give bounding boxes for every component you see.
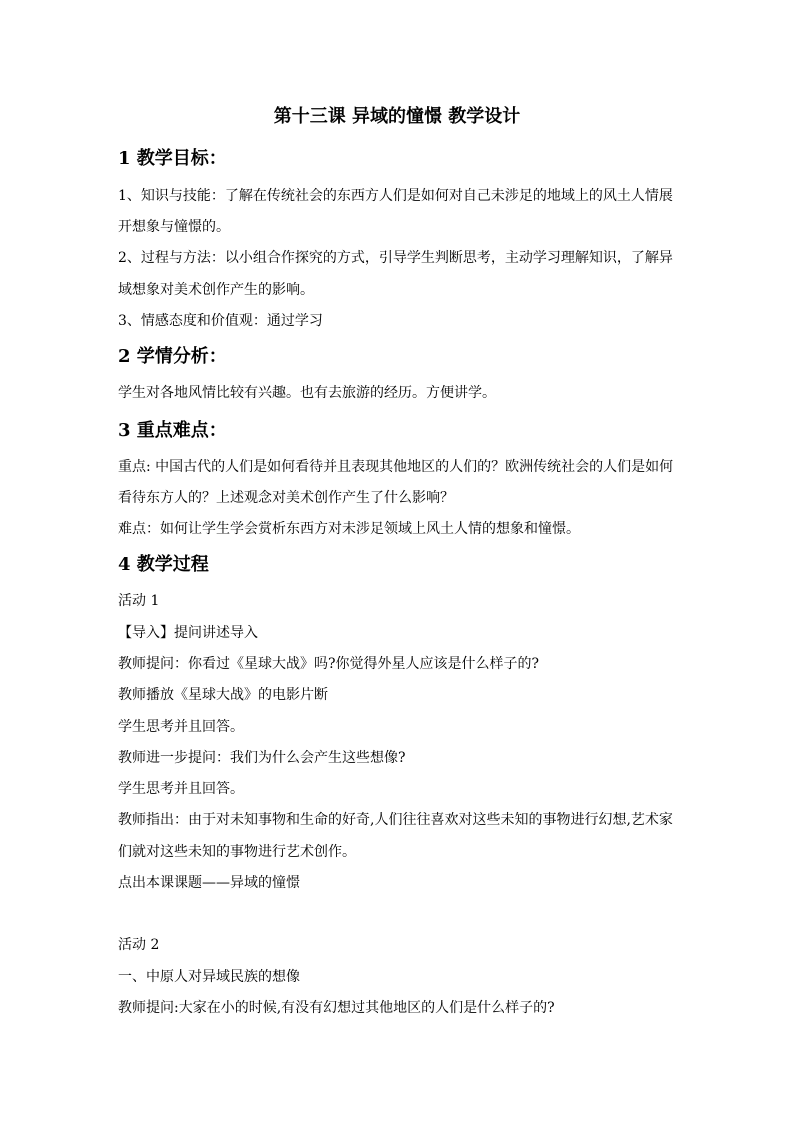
section-heading-process: 4 教学过程 [118, 554, 209, 575]
paragraph-line: 教师提问：你看过《星球大战》吗?你觉得外星人应该是什么样子的? [118, 656, 540, 672]
paragraph-line: 1、知识与技能：了解在传统社会的东西方人们是如何对自己未涉足的地域上的风土人情展 [118, 188, 673, 204]
paragraph-line: 点出本课课题——异域的憧憬 [118, 875, 300, 891]
paragraph-line: 活动 2 [118, 937, 160, 953]
paragraph-line: 教师进一步提问：我们为什么会产生这些想像? [118, 750, 406, 766]
paragraph-line: 域想象对美术创作产生的影响。 [118, 282, 314, 298]
paragraph-line: 难点：如何让学生学会赏析东西方对未涉足领域上风土人情的想象和憧憬。 [118, 521, 580, 537]
paragraph-line: 活动 1 [118, 593, 160, 609]
paragraph-line: 教师指出：由于对未知事物和生命的好奇,人们往往喜欢对这些未知的事物进行幻想,艺术家 [118, 812, 673, 828]
paragraph-line: 2、过程与方法：以小组合作探究的方式，引导学生判断思考，主动学习理解知识，了解异 [118, 250, 673, 266]
paragraph-line: 一、中原人对异域民族的想像 [118, 969, 300, 985]
paragraph-line: 学生对各地风情比较有兴趣。也有去旅游的经历。方便讲学。 [118, 385, 496, 401]
paragraph-line: 教师提问:大家在小的时候,有没有幻想过其他地区的人们是什么样子的? [118, 1000, 555, 1016]
paragraph-line: 重点: 中国古代的人们是如何看待并且表现其他地区的人们的？欧洲传统社会的人们是如何 [118, 459, 674, 475]
section-heading-objectives: 1 教学目标： [118, 148, 227, 169]
paragraph-line: 看待东方人的？上述观念对美术创作产生了什么影响？ [118, 490, 454, 506]
paragraph-line: 教师播放《星球大战》的电影片断 [118, 687, 328, 703]
paragraph-line: 【导入】提问讲述导入 [118, 625, 258, 641]
paragraph-line: 们就对这些未知的事物进行艺术创作。 [118, 844, 356, 860]
paragraph-line: 3、情感态度和价值观：通过学习 [118, 313, 323, 329]
paragraph-line: 学生思考并且回答。 [118, 781, 244, 797]
document-title: 第十三课 异域的憧憬 教学设计 [273, 106, 521, 127]
paragraph-line: 学生思考并且回答。 [118, 719, 244, 735]
section-heading-key-points: 3 重点难点： [118, 420, 227, 441]
paragraph-line: 开想象与憧憬的。 [118, 219, 230, 235]
section-heading-analysis: 2 学情分析： [118, 346, 227, 367]
